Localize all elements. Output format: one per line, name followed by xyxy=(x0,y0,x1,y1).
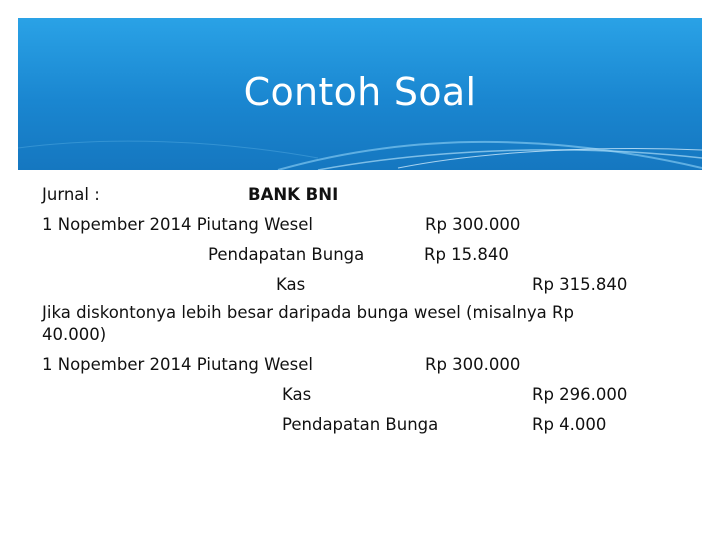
entry1-cash-amount: Rp 315.840 xyxy=(532,275,628,294)
slide-title: Contoh Soal xyxy=(243,70,477,114)
entry1-cash: Kas xyxy=(276,275,306,294)
entry1-interest-amount: Rp 15.840 xyxy=(424,245,509,264)
entry2-credit-interest: Pendapatan Bunga xyxy=(282,415,439,434)
journal-label: Jurnal : xyxy=(42,185,100,204)
entry2-interest-amount: Rp 4.000 xyxy=(532,415,607,434)
entry2-debit-amount: Rp 300.000 xyxy=(425,355,521,374)
entry2-date-debit: 1 Nopember 2014 Piutang Wesel xyxy=(42,355,313,374)
entry1-credit-interest: Pendapatan Bunga xyxy=(208,245,365,264)
condition-text-cont: 40.000) xyxy=(42,325,107,344)
entry2-cash: Kas xyxy=(282,385,312,404)
entry1-date-debit: 1 Nopember 2014 Piutang Wesel xyxy=(42,215,313,234)
condition-text: Jika diskontonya lebih besar daripada bunga wesel (misalnya Rp xyxy=(42,303,574,322)
bank-name: BANK BNI xyxy=(248,185,339,204)
entry1-debit-amount: Rp 300.000 xyxy=(425,215,521,234)
entry2-cash-amount: Rp 296.000 xyxy=(532,385,628,404)
